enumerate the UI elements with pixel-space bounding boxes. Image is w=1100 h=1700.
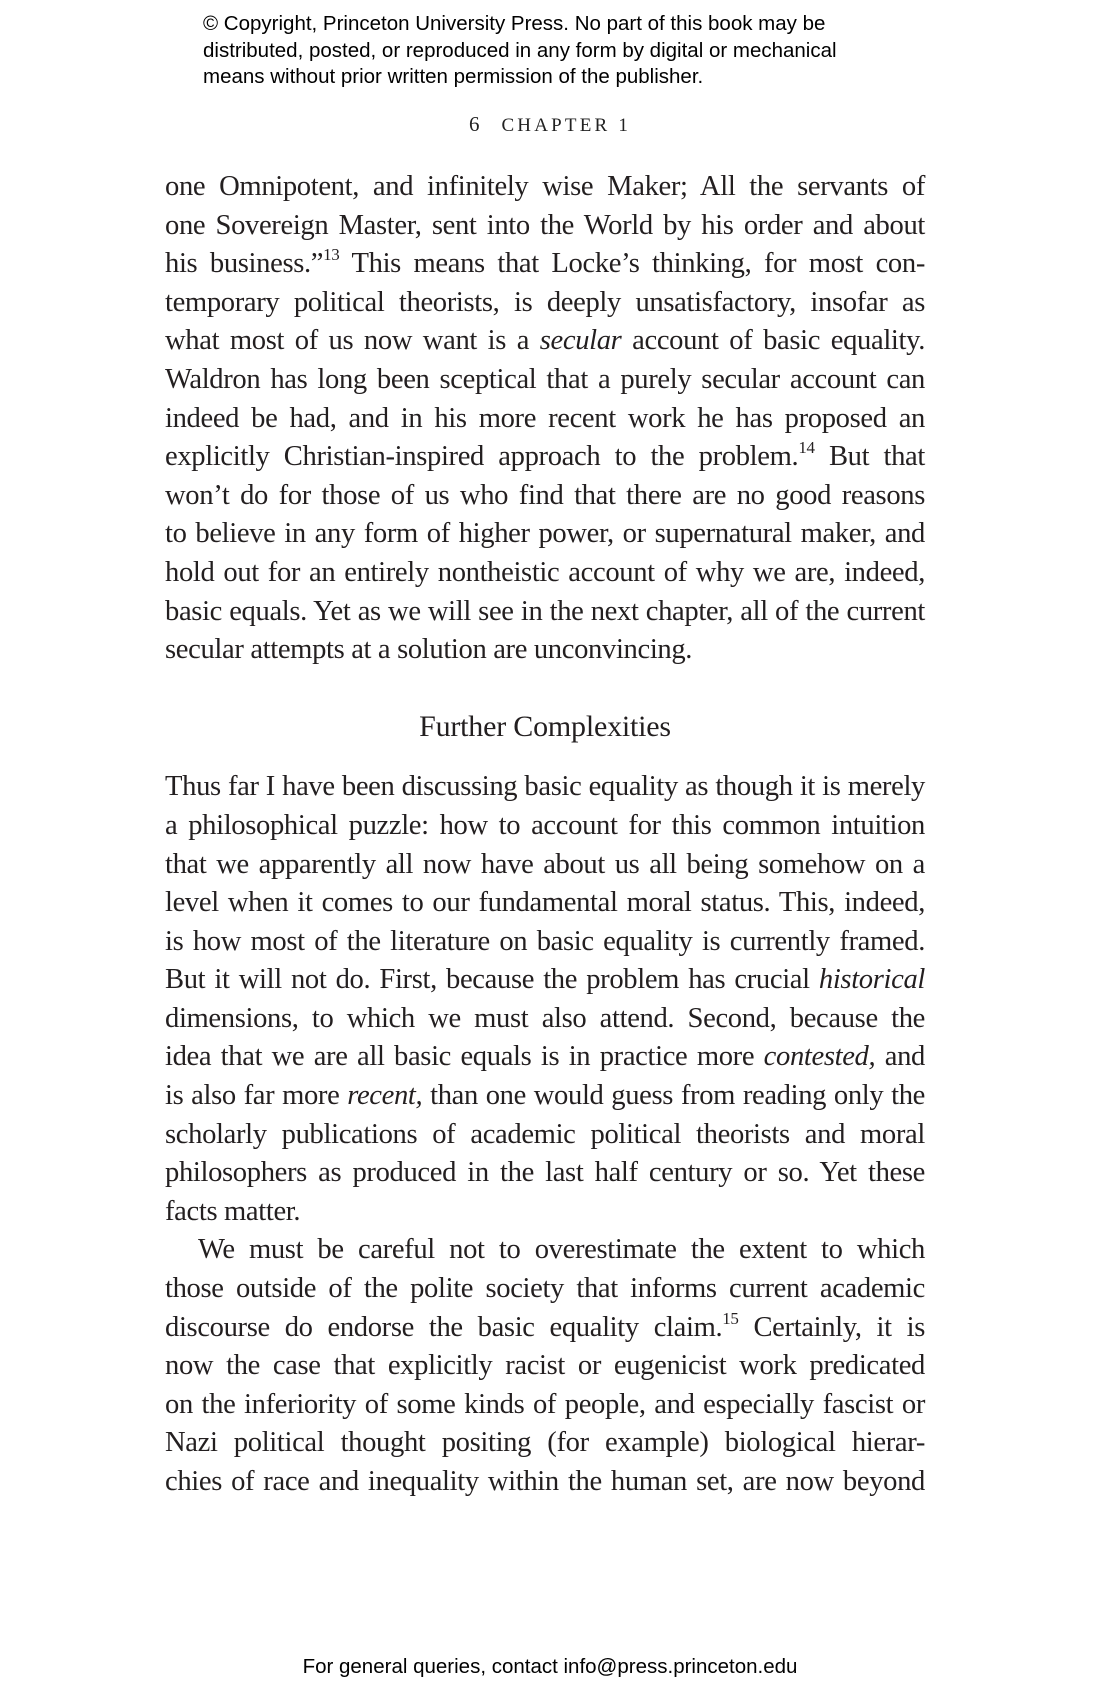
text-run: account of basic equality. bbox=[621, 325, 925, 357]
text-line: basic equals. Yet as we will see in the next chapter, all of the current bbox=[165, 595, 925, 627]
text-run: what most of us now want is a bbox=[165, 325, 540, 357]
text-run: This means that Locke’s thinking, for most con- bbox=[339, 248, 925, 280]
text-run: his business.” bbox=[165, 248, 324, 280]
text-line: level when it comes to our fundamental moral status. This, indeed, bbox=[165, 887, 925, 919]
emphasis: recent, bbox=[347, 1080, 423, 1112]
copyright-line: © Copyright, Princeton University Press. No part of this book may be bbox=[203, 12, 826, 35]
text-line: dimensions, to which we must also attend. Second, because the bbox=[165, 1002, 925, 1034]
page-number: 6 bbox=[468, 112, 480, 136]
copyright-line: means without prior written permission of the publisher. bbox=[203, 65, 704, 88]
text-line: Thus far I have been discussing basic equality as though it is merely bbox=[165, 771, 925, 803]
running-head bbox=[0, 112, 1100, 137]
text-line bbox=[165, 245, 925, 284]
copyright-line: distributed, posted, or reproduced in any form by digital or mechanical bbox=[203, 38, 837, 62]
text-run: But it will not do. First, because the problem has crucial bbox=[165, 964, 819, 996]
text-line: philosophers as produced in the last half century or so. Yet these bbox=[165, 1157, 925, 1189]
text-line: hold out for an entirely nontheistic account of why we are, indeed, bbox=[165, 556, 925, 588]
footnote-ref-15[interactable]: 15 bbox=[722, 1308, 739, 1328]
text-line bbox=[165, 961, 925, 1000]
text-line: one Omnipotent, and infinitely wise Maker; All the servants of bbox=[165, 171, 925, 202]
footer-contact: For general queries, contact info@press.princeton.edu bbox=[302, 1655, 798, 1678]
text-line: Waldron has long been sceptical that a purely secular account can bbox=[165, 363, 925, 395]
text-run: idea that we are all basic equals is in practice more bbox=[165, 1041, 764, 1073]
paragraph-1 bbox=[165, 168, 925, 670]
paragraph-3 bbox=[165, 1231, 925, 1501]
text-line: to believe in any form of higher power, or supernatural maker, and bbox=[165, 518, 925, 550]
text-line: Nazi political thought positing (for example) biological hierar- bbox=[165, 1427, 925, 1459]
text-line: chies of race and inequality within the human set, are now beyond bbox=[165, 1466, 925, 1497]
text-line bbox=[165, 438, 925, 477]
text-line: a philosophical puzzle: how to account for this common intuition bbox=[165, 809, 925, 841]
text-line: won’t do for those of us who find that there are no good reasons bbox=[165, 479, 925, 511]
text-line: We must be careful not to overestimate the extent to which bbox=[198, 1234, 925, 1266]
page-body bbox=[165, 168, 925, 1502]
section-heading: Further Complexities bbox=[419, 709, 671, 743]
text-line: temporary political theorists, is deeply unsatisfactory, insofar as bbox=[165, 286, 925, 318]
emphasis: secular bbox=[539, 325, 622, 357]
text-run: and bbox=[875, 1041, 925, 1073]
text-line: those outside of the polite society that informs current academic bbox=[165, 1273, 925, 1305]
text-run: Certainly, it is bbox=[738, 1311, 925, 1343]
text-line: scholarly publications of academic political theorists and moral bbox=[165, 1118, 925, 1150]
text-line: on the inferiority of some kinds of people, and especially fascist or bbox=[165, 1388, 925, 1420]
text-line: one Sovereign Master, sent into the World by his order and about bbox=[165, 209, 925, 241]
paragraph-2 bbox=[165, 768, 925, 1231]
text-line bbox=[165, 1309, 925, 1348]
footnote-ref-13[interactable]: 13 bbox=[323, 245, 340, 265]
text-line bbox=[165, 1038, 925, 1077]
text-line: that we apparently all now have about us all being somehow on a bbox=[165, 848, 925, 880]
text-line bbox=[165, 322, 925, 361]
emphasis: historical bbox=[818, 964, 925, 996]
text-line: now the case that explicitly racist or eugenicist work predicated bbox=[165, 1350, 925, 1382]
text-run: is also far more bbox=[165, 1080, 348, 1112]
text-line: secular attempts at a solution are unconvincing. bbox=[165, 634, 693, 666]
copyright-notice bbox=[203, 11, 837, 91]
text-run: But that bbox=[814, 441, 925, 473]
text-line: is how most of the literature on basic equality is currently framed. bbox=[165, 925, 925, 957]
emphasis: contested, bbox=[763, 1041, 876, 1073]
text-run: explicitly Christian-inspired approach to the problem. bbox=[165, 441, 799, 473]
text-line: indeed be had, and in his more recent work he has proposed an bbox=[165, 402, 925, 434]
text-line bbox=[165, 1077, 925, 1116]
footnote-ref-14[interactable]: 14 bbox=[798, 438, 815, 458]
text-run: than one would guess from reading only the bbox=[422, 1080, 926, 1112]
text-line: facts matter. bbox=[165, 1195, 301, 1227]
chapter-label: CHAPTER 1 bbox=[501, 115, 632, 136]
text-run: discourse do endorse the basic equality claim. bbox=[165, 1311, 723, 1343]
